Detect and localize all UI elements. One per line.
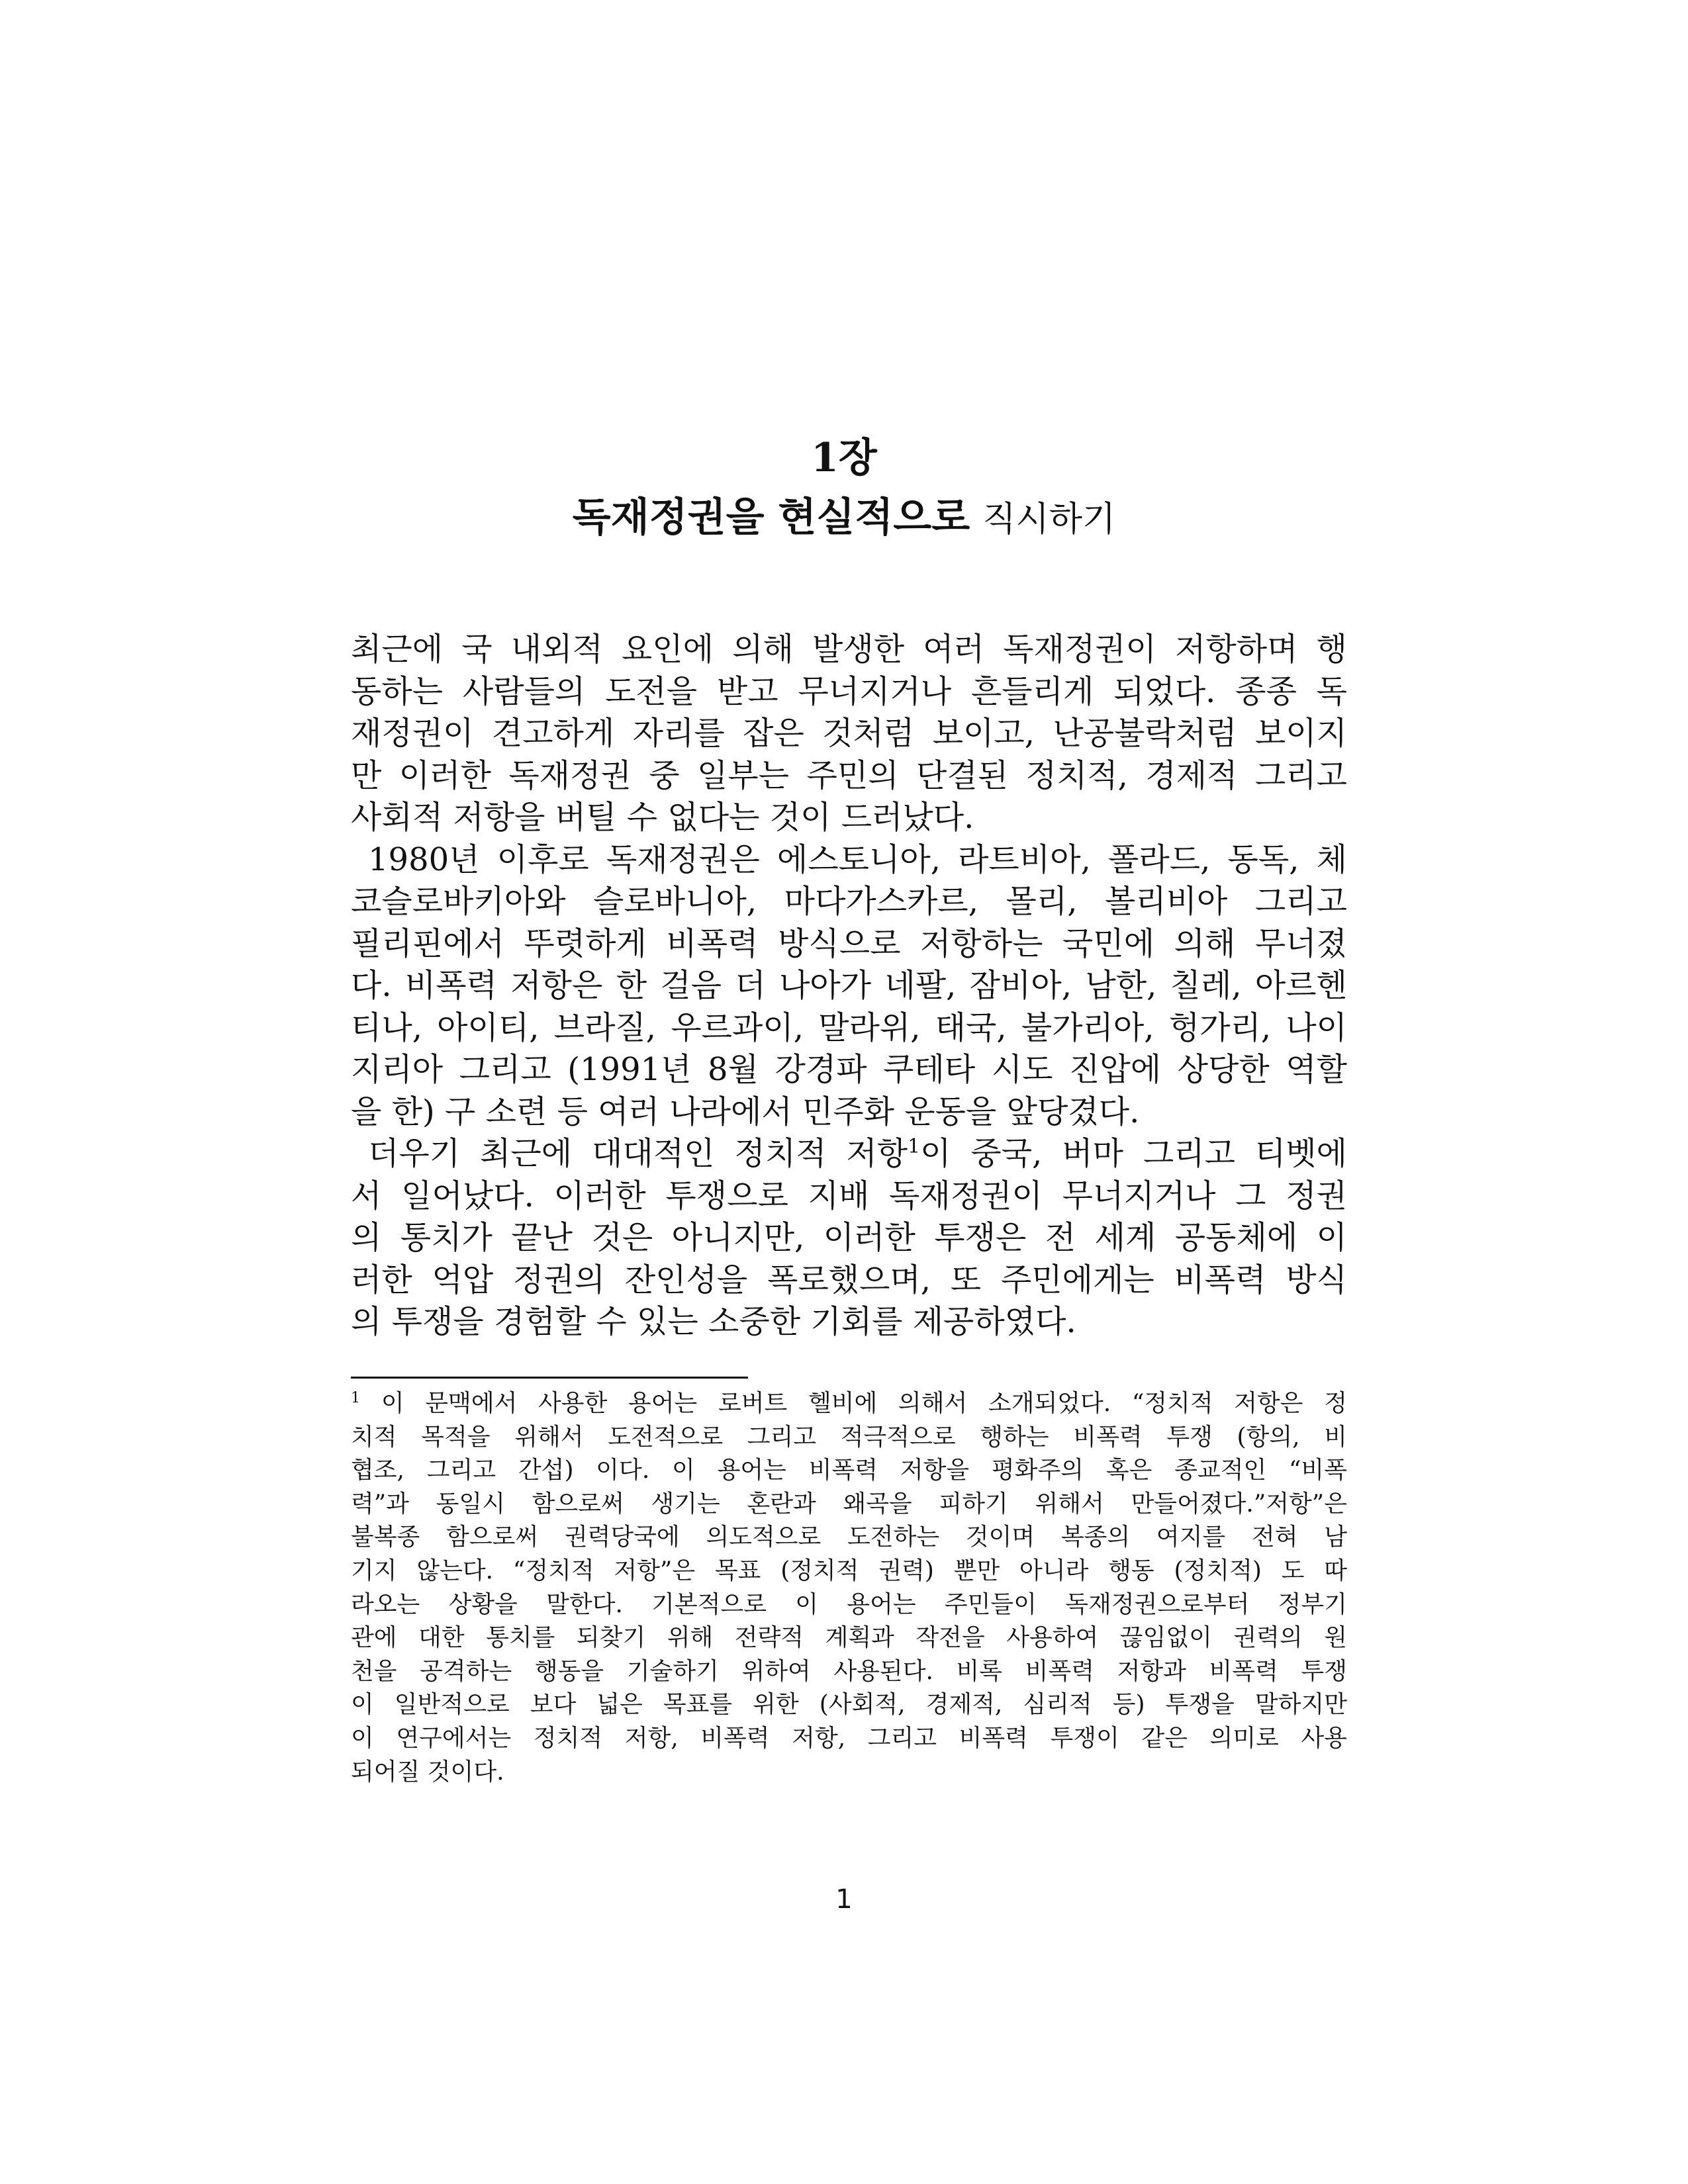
body-line: 러한 억압 정권의 잔인성을 폭로했으며, 또 주민에게는 비폭력 방식 — [351, 1261, 1347, 1298]
body-line: 의 통치가 끝난 것은 아니지만, 이러한 투쟁은 전 세계 공동체에 이 — [351, 1219, 1347, 1256]
footnote-line: 이 연구에서는 정치적 저항, 비폭력 저항, 그리고 비폭력 투쟁이 같은 의미로 사용 — [351, 1724, 1347, 1752]
chapter-title — [0, 491, 1688, 546]
footnote-reference[interactable]: 1 — [908, 1135, 921, 1158]
body-line: 코슬로바키아와 슬로바니아, 마다가스카르, 몰리, 볼리비아 그리고 — [351, 883, 1347, 920]
footnote-line: 기지 않는다. “정치적 저항”은 목표 (정치적 권력) 뿐만 아니라 행동 (정치적) 도 따 — [351, 1557, 1347, 1584]
page-number: 1 — [835, 1884, 853, 1915]
footnote-line: 천을 공격하는 행동을 기술하기 위하여 사용된다. 비록 비폭력 저항과 비폭력 투쟁 — [351, 1657, 1347, 1685]
body-line: 필리핀에서 뚜렷하게 비폭력 방식으로 저항하는 국민에 의해 무너졌 — [351, 925, 1347, 962]
footnote-line: 불복종 함으로써 권력당국에 의도적으로 도전하는 것이며 복종의 여지를 전혀 남 — [351, 1524, 1347, 1551]
body-line: 만 이러한 독재정권 중 일부는 주민의 단결된 정치적, 경제적 그리고 — [351, 756, 1347, 794]
body-line-part: 더우기 최근에 대대적인 정치적 저항 — [368, 1135, 908, 1172]
body-line: 최근에 국 내외적 요인에 의해 발생한 여러 독재정권이 저항하며 행 — [351, 631, 1347, 668]
body-line: 을 한) 구 소련 등 여러 나라에서 민주화 운동을 앞당겼다. — [351, 1093, 1140, 1130]
body-line-with-footnote-ref — [351, 1133, 1347, 1175]
footnote-marker: 1 — [351, 1389, 361, 1406]
footnote-line: 라오는 상황을 말한다. 기본적으로 이 용어는 주민들이 독재정권으로부터 정부기 — [351, 1590, 1347, 1618]
body-text — [351, 629, 1347, 1343]
footnote-line: 이 일반적으로 보다 넓은 목표를 위한 (사회적, 경제적, 심리적 등) 투쟁을 말하지만 — [351, 1691, 1347, 1719]
chapter-title-main: 독재정권을 현실적으로 — [572, 494, 970, 541]
footnote-line: 치적 목적을 위해서 도전적으로 그리고 적극적으로 행하는 비폭력 투쟁 (항의, 비 — [351, 1423, 1347, 1451]
body-line: 동하는 사람들의 도전을 받고 무너지거나 흔들리게 되었다. 종종 독 — [351, 672, 1347, 710]
chapter-number: 1장 — [811, 435, 877, 481]
footnote-line: 력”과 동일시 함으로써 생기는 혼란과 왜곡을 피하기 위해서 만들어졌다.”저항”은 — [351, 1490, 1347, 1518]
body-line: 다. 비폭력 저항은 한 걸음 더 나아가 네팔, 잠비아, 남한, 칠레, 아르헨 — [351, 967, 1347, 1004]
footnote-line-text: 이 문맥에서 사용한 용어는 로버트 헬비에 의해서 소개되었다. “정치적 저항은 정 — [360, 1390, 1347, 1417]
body-line: 서 일어났다. 이러한 투쟁으로 지배 독재정권이 무너지거나 그 정권 — [351, 1177, 1347, 1214]
footnote — [351, 1387, 1347, 1789]
footnote-divider — [351, 1377, 748, 1379]
footnote-line: 관에 대한 통치를 되찾기 위해 전략적 계획과 작전을 사용하여 끊임없이 권력의 원 — [351, 1624, 1347, 1652]
body-line: 티나, 아이티, 브라질, 우르과이, 말라위, 태국, 불가리아, 헝가리, 나이 — [351, 1009, 1347, 1046]
footnote-line: 협조, 그리고 간섭) 이다. 이 용어는 비폭력 저항을 평화주의 혹은 종교적인 “비폭 — [351, 1457, 1347, 1484]
body-line-part: 이 중국, 버마 그리고 티벳에 — [920, 1135, 1347, 1172]
footnote-line — [351, 1387, 1347, 1421]
body-line: 의 투쟁을 경험할 수 있는 소중한 기회를 제공하였다. — [351, 1303, 1076, 1340]
body-line: 1980년 이후로 독재정권은 에스토니아, 라트비아, 폴라드, 동독, 체 — [368, 841, 1347, 878]
body-line: 재정권이 견고하게 자리를 잡은 것처럼 보이고, 난공불락처럼 보이지 — [351, 715, 1347, 752]
body-line: 지리아 그리고 (1991년 8월 강경파 쿠테타 시도 진압에 상당한 역할 — [351, 1051, 1347, 1088]
footnote-line: 되어질 것이다. — [351, 1758, 504, 1786]
body-line: 사회적 저항을 버틸 수 없다는 것이 드러났다. — [351, 799, 974, 836]
chapter-title-suffix: 직시하기 — [982, 500, 1116, 539]
